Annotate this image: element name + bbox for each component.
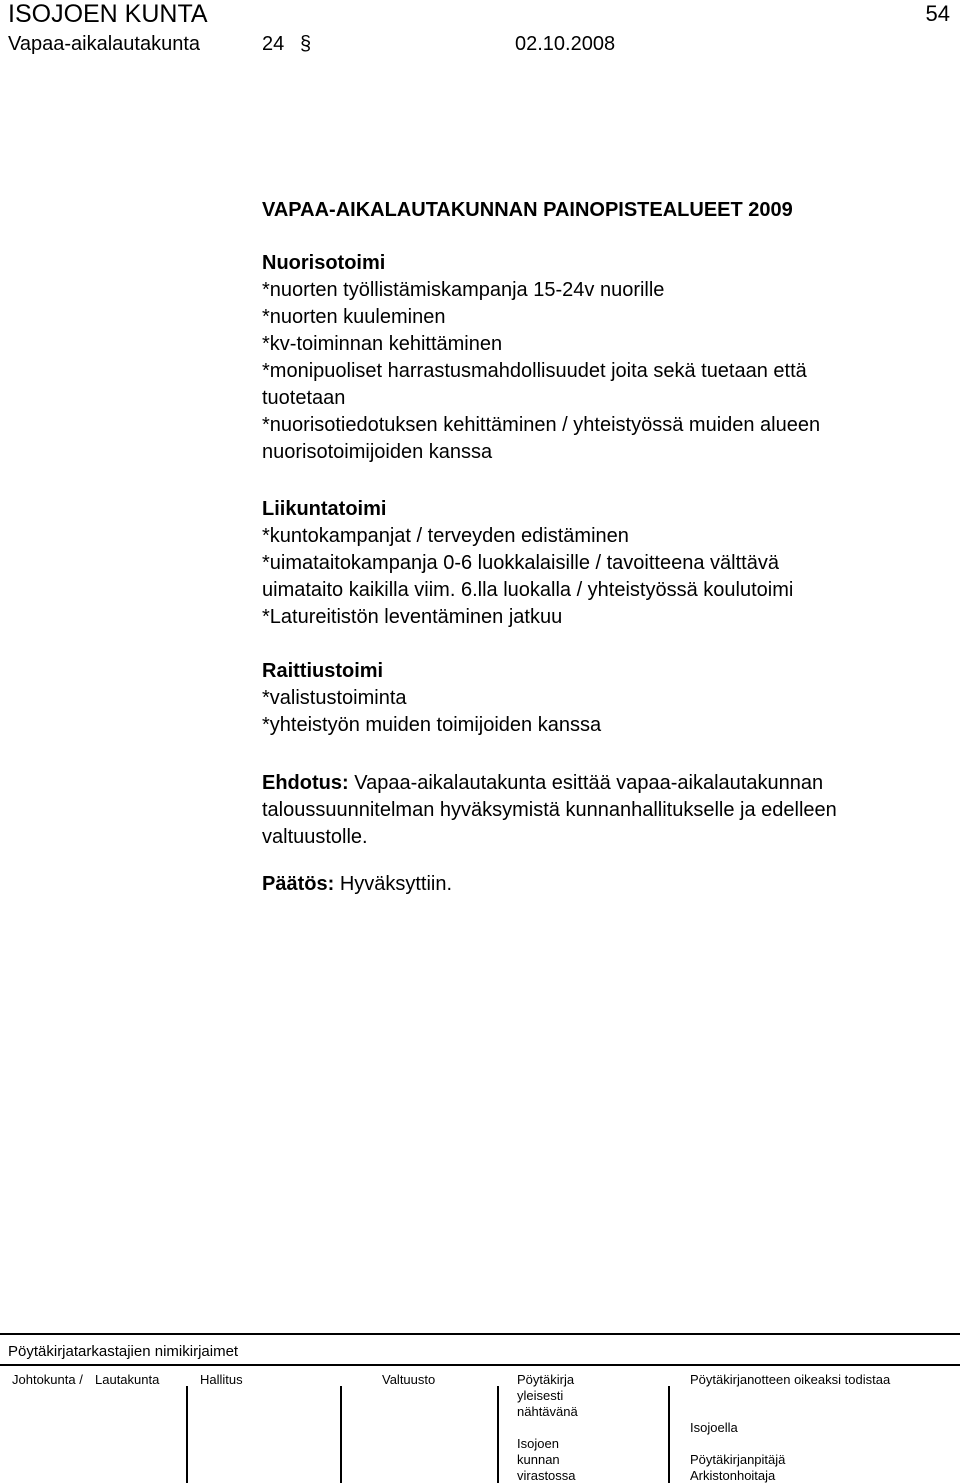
footer-top-rule [0, 1333, 960, 1335]
footer-text: Arkistonhoitaja [690, 1468, 776, 1483]
section-line: *kuntokampanjat / terveyden edistäminen [262, 525, 629, 547]
section-raittiustoimi [262, 658, 952, 739]
footer-text: Isojoella [690, 1420, 738, 1435]
footer-text [690, 1436, 890, 1452]
section-line: *Latureitistön leventäminen jatkuu [262, 606, 563, 628]
footer-divider [497, 1386, 499, 1483]
section-line: *nuorten kuuleminen [262, 306, 446, 328]
document-title: VAPAA-AIKALAUTAKUNNAN PAINOPISTEALUEET 2009 [262, 199, 793, 221]
meeting-date: 02.10.2008 [515, 33, 616, 55]
section-line: tuotetaan [262, 387, 346, 409]
footer-text: Pöytäkirja [517, 1372, 575, 1387]
board-name: Vapaa-aikalautakunta [8, 33, 200, 55]
footer-col-johtokunta: Johtokunta / [12, 1372, 83, 1387]
section-heading: Liikuntatoimi [262, 498, 387, 520]
footer-text: Isojoen [517, 1436, 559, 1451]
footer-text [690, 1388, 890, 1404]
section-liikuntatoimi [262, 496, 952, 631]
section-line: *yhteistyön muiden toimijoiden kanssa [262, 714, 602, 736]
section-sign: § [300, 33, 312, 55]
footer-text: yleisesti [517, 1388, 564, 1403]
section-line: uimataito kaikilla viim. 6.lla luokalla / yhteistyössä koulutoimi [262, 579, 794, 601]
footer-text: virastossa [517, 1468, 576, 1483]
footer-text [517, 1420, 578, 1436]
footer-col-valtuusto: Valtuusto [382, 1372, 436, 1387]
proposal-line: Vapaa-aikalautakunta esittää vapaa-aikalautakunnan [354, 772, 824, 794]
section-line: *kv-toiminnan kehittäminen [262, 333, 503, 355]
decision-paragraph [262, 871, 452, 898]
footer-col-hallitus: Hallitus [200, 1372, 243, 1387]
section-nuorisotoimi [262, 250, 952, 466]
footer-text: Pöytäkirjanotteen oikeaksi todistaa [690, 1372, 891, 1387]
proposal-label: Ehdotus: [262, 772, 349, 794]
section-line: *valistustoiminta [262, 687, 407, 709]
decision-text: Hyväksyttiin. [339, 873, 453, 895]
decision-label: Päätös: [262, 873, 335, 895]
footer-col-oikeaksi-todistaa [690, 1372, 890, 1484]
section-line: *monipuoliset harrastusmahdollisuudet joita sekä tuetaan että [262, 360, 807, 382]
municipality-name: ISOJOEN KUNTA [8, 0, 208, 28]
section-heading: Raittiustoimi [262, 660, 384, 682]
footer-divider [186, 1386, 188, 1483]
proposal-line: taloussuunnitelman hyväksymistä kunnanhallitukselle ja edelleen [262, 799, 837, 821]
inspectors-label: Pöytäkirjatarkastajien nimikirjaimet [8, 1343, 239, 1360]
section-line: nuorisotoimijoiden kanssa [262, 441, 493, 463]
section-heading: Nuorisotoimi [262, 252, 386, 274]
proposal-paragraph [262, 770, 837, 851]
section-line: *nuorisotiedotuksen kehittäminen / yhteistyössä muiden alueen [262, 414, 821, 436]
section-line: *nuorten työllistämiskampanja 15-24v nuorille [262, 279, 665, 301]
footer-text [690, 1404, 890, 1420]
footer-divider [668, 1386, 670, 1483]
footer-col-nahtavana [517, 1372, 578, 1484]
footer-text: Pöytäkirjanpitäjä [690, 1452, 786, 1467]
proposal-line: valtuustolle. [262, 826, 368, 848]
footer-middle-rule [0, 1364, 960, 1366]
footer-col-lautakunta: Lautakunta [95, 1372, 160, 1387]
footer-text: nähtävänä [517, 1404, 578, 1419]
footer-divider [340, 1386, 342, 1483]
section-line: *uimataitokampanja 0-6 luokkalaisille / tavoitteena välttävä [262, 552, 779, 574]
footer-text: kunnan [517, 1452, 560, 1467]
page-number: 54 [925, 1, 950, 26]
item-number: 24 [262, 33, 285, 55]
